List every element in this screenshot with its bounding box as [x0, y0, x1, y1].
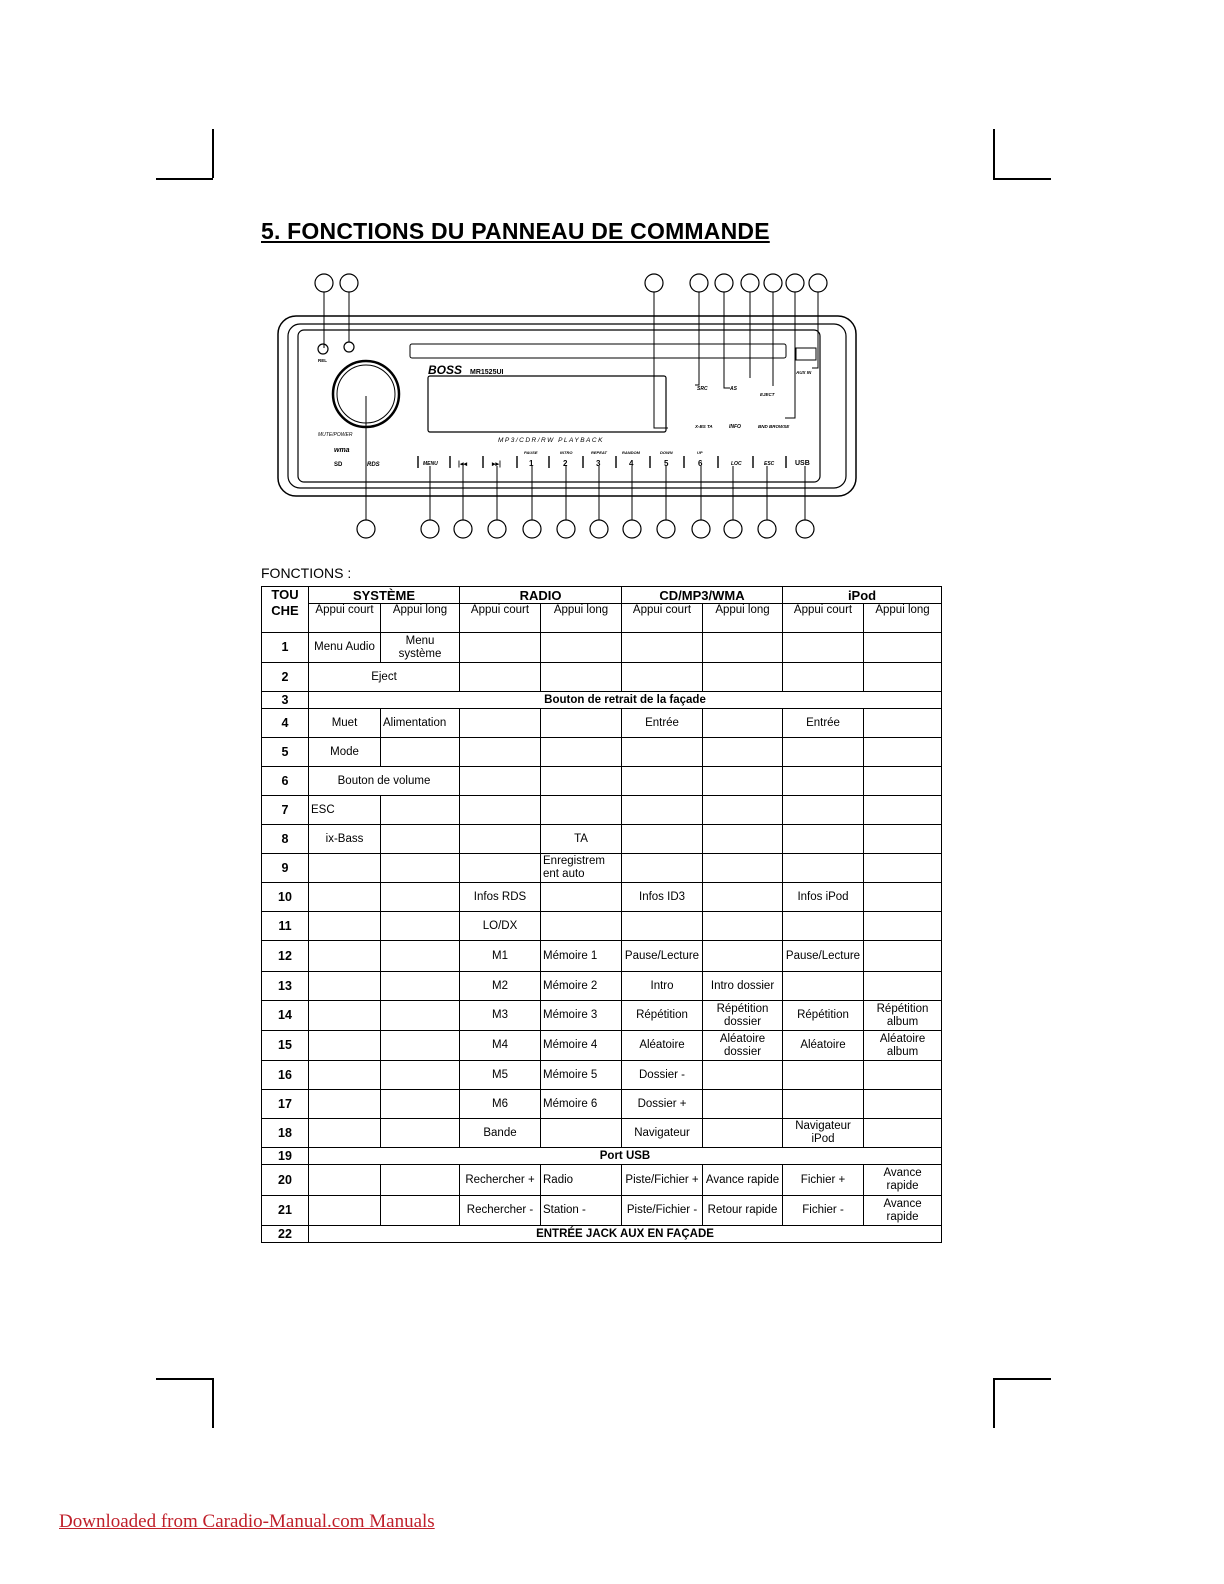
eject-label: EJECT	[760, 392, 775, 397]
table-cell: Aléatoire	[783, 1031, 864, 1061]
table-cell: Mémoire 2	[541, 972, 622, 1001]
table-row	[262, 854, 942, 883]
sub-header: Appui long	[381, 604, 460, 633]
table-cell	[622, 633, 703, 663]
sd-card-logo	[796, 348, 816, 360]
callout-circle	[590, 520, 608, 538]
table-cell: Répétition dossier	[703, 1001, 783, 1031]
table-cell	[381, 825, 460, 854]
preset-label-down: DOWN	[660, 450, 673, 455]
table-cell: Dossier +	[622, 1090, 703, 1119]
table-row	[262, 692, 942, 709]
table-cell	[703, 1119, 783, 1148]
table-cell: TA	[541, 825, 622, 854]
table-cell: Enregistrem ent auto	[541, 854, 622, 883]
table-row	[262, 825, 942, 854]
table-cell: Répétition album	[864, 1001, 942, 1031]
callout-circle	[786, 274, 804, 292]
table-cell: Navigateur	[622, 1119, 703, 1148]
callout-circle	[741, 274, 759, 292]
table-cell	[622, 738, 703, 767]
row-number: 16	[262, 1061, 309, 1090]
table-cell	[864, 912, 942, 941]
group-header: RADIO	[460, 587, 622, 604]
table-cell	[460, 738, 541, 767]
callout-circle	[340, 274, 358, 292]
table-cell	[460, 767, 541, 796]
table-cell: Fichier -	[783, 1196, 864, 1226]
row-number: 22	[262, 1226, 309, 1243]
bnd-browse-label: BND BROWSE	[758, 424, 790, 429]
rel-label: REL	[318, 358, 327, 363]
table-cell: Avance rapide	[864, 1165, 942, 1196]
row-number: 11	[262, 912, 309, 941]
sub-header: Appui court	[783, 604, 864, 633]
table-row	[262, 767, 942, 796]
callout-circle	[724, 520, 742, 538]
loc-label: LOC	[731, 461, 742, 467]
table-cell	[864, 767, 942, 796]
row-number: 19	[262, 1148, 309, 1165]
table-cell	[541, 767, 622, 796]
table-cell: Mémoire 6	[541, 1090, 622, 1119]
merged-cell: Eject	[309, 663, 460, 692]
row-number: 21	[262, 1196, 309, 1226]
table-cell	[309, 912, 381, 941]
table-cell: Muet	[309, 709, 381, 738]
table-cell: Radio	[541, 1165, 622, 1196]
preset-label-random: RANDOM	[622, 450, 640, 455]
callout-circle	[523, 520, 541, 538]
as-label: AS	[730, 386, 737, 392]
table-cell	[783, 825, 864, 854]
table-cell	[309, 1165, 381, 1196]
table-cell	[541, 1119, 622, 1148]
aux-in-label: AUX IN	[796, 370, 812, 375]
table-cell: Piste/Fichier +	[622, 1165, 703, 1196]
table-cell	[703, 941, 783, 972]
table-cell: Menu système	[381, 633, 460, 663]
rds-logo: RDS	[367, 462, 380, 468]
callout-circle	[557, 520, 575, 538]
table-cell	[381, 941, 460, 972]
group-header: SYSTÈME	[309, 587, 460, 604]
callout-circle	[764, 274, 782, 292]
table-cell	[309, 854, 381, 883]
table-cell	[622, 854, 703, 883]
table-cell: M1	[460, 941, 541, 972]
table-cell	[381, 1090, 460, 1119]
full-width-cell: Bouton de retrait de la façade	[309, 692, 942, 709]
crop-mark	[993, 1378, 995, 1428]
table-cell	[460, 709, 541, 738]
callout-circle	[690, 274, 708, 292]
preset-label-up: UP	[697, 450, 703, 455]
group-header: CD/MP3/WMA	[622, 587, 783, 604]
row-number: 1	[262, 633, 309, 663]
table-cell	[460, 663, 541, 692]
table-cell	[783, 633, 864, 663]
table-cell	[622, 825, 703, 854]
table-cell: Mode	[309, 738, 381, 767]
table-row	[262, 663, 942, 692]
table-cell	[381, 1001, 460, 1031]
row-number: 3	[262, 692, 309, 709]
table-cell	[783, 972, 864, 1001]
sub-header: Appui court	[460, 604, 541, 633]
table-cell: Rechercher +	[460, 1165, 541, 1196]
table-cell: Répétition	[622, 1001, 703, 1031]
table-row	[262, 1090, 942, 1119]
table-cell	[381, 972, 460, 1001]
table-cell: Intro	[622, 972, 703, 1001]
table-cell: Dossier -	[622, 1061, 703, 1090]
table-cell	[703, 796, 783, 825]
table-cell	[703, 738, 783, 767]
next-track-icon: ▸▸|	[492, 461, 501, 468]
callout-circle	[421, 520, 439, 538]
table-cell: Mémoire 1	[541, 941, 622, 972]
footer-download-link[interactable]: Downloaded from Caradio-Manual.com Manuals	[59, 1511, 435, 1532]
merged-cell: Bouton de volume	[309, 767, 460, 796]
table-cell	[864, 854, 942, 883]
table-cell	[541, 633, 622, 663]
table-cell	[864, 825, 942, 854]
control-panel-diagram	[270, 268, 870, 546]
crop-mark	[156, 178, 213, 180]
table-cell	[864, 972, 942, 1001]
table-header-row	[262, 587, 942, 604]
sd-logo: SD	[334, 462, 343, 468]
table-cell	[864, 738, 942, 767]
functions-table	[261, 586, 942, 1243]
table-cell	[703, 633, 783, 663]
table-cell: Entrée	[783, 709, 864, 738]
table-row	[262, 796, 942, 825]
table-cell: Station -	[541, 1196, 622, 1226]
row-number: 13	[262, 972, 309, 1001]
table-cell	[381, 1196, 460, 1226]
row-number: 5	[262, 738, 309, 767]
table-cell	[864, 709, 942, 738]
cd-slot	[410, 344, 786, 358]
sub-header: Appui court	[309, 604, 381, 633]
row-number: 10	[262, 883, 309, 912]
callout-circle	[692, 520, 710, 538]
table-cell	[622, 663, 703, 692]
table-cell: Intro dossier	[703, 972, 783, 1001]
table-row	[262, 738, 942, 767]
row-number: 14	[262, 1001, 309, 1031]
power-indicator	[344, 342, 354, 352]
table-cell	[864, 633, 942, 663]
table-cell	[864, 941, 942, 972]
preset-number-1: 1	[529, 459, 534, 468]
table-cell	[703, 825, 783, 854]
callout-circle	[454, 520, 472, 538]
table-cell	[622, 796, 703, 825]
crop-mark	[993, 178, 1051, 180]
sub-header: Appui long	[541, 604, 622, 633]
table-cell	[703, 912, 783, 941]
table-cell	[783, 1061, 864, 1090]
table-cell	[381, 1165, 460, 1196]
preset-number-3: 3	[596, 459, 601, 468]
model-label: MR1525UI	[470, 369, 504, 376]
table-row	[262, 941, 942, 972]
panel-face	[298, 330, 820, 482]
table-cell	[309, 941, 381, 972]
table-cell: Avance rapide	[703, 1165, 783, 1196]
table-row	[262, 912, 942, 941]
crop-mark	[993, 1378, 1051, 1380]
table-row	[262, 1196, 942, 1226]
callout-circle	[623, 520, 641, 538]
usb-label: USB	[795, 460, 810, 467]
table-cell	[703, 883, 783, 912]
table-cell: Pause/Lecture	[783, 941, 864, 972]
table-cell: Rechercher -	[460, 1196, 541, 1226]
table-cell	[864, 883, 942, 912]
callout-circle	[645, 274, 663, 292]
prev-track-icon: |◂◂	[458, 461, 467, 468]
table-cell	[783, 912, 864, 941]
callout-circle	[488, 520, 506, 538]
callout-circle	[357, 520, 375, 538]
table-row	[262, 883, 942, 912]
preset-number-4: 4	[629, 459, 634, 468]
table-row	[262, 709, 942, 738]
table-cell	[381, 1031, 460, 1061]
table-cell	[381, 738, 460, 767]
info-label: INFO	[729, 424, 741, 430]
table-cell	[541, 663, 622, 692]
table-cell	[460, 854, 541, 883]
table-row	[262, 1148, 942, 1165]
table-cell: Bande	[460, 1119, 541, 1148]
table-cell	[703, 854, 783, 883]
table-cell	[541, 738, 622, 767]
group-header: iPod	[783, 587, 942, 604]
rel-button	[318, 344, 328, 354]
table-row	[262, 1119, 942, 1148]
table-cell: ix-Bass	[309, 825, 381, 854]
table-cell	[783, 663, 864, 692]
table-cell	[541, 796, 622, 825]
table-cell	[864, 663, 942, 692]
preset-label-intro: INTRO	[560, 450, 573, 455]
mute-power-label: MUTE/POWER	[318, 432, 353, 438]
table-row	[262, 1031, 942, 1061]
wma-logo: wma	[334, 447, 350, 454]
table-cell	[622, 767, 703, 796]
table-cell: Piste/Fichier -	[622, 1196, 703, 1226]
full-width-cell: ENTRÉE JACK AUX EN FAÇADE	[309, 1226, 942, 1243]
table-cell: Aléatoire	[622, 1031, 703, 1061]
table-cell: Mémoire 5	[541, 1061, 622, 1090]
callout-circle	[657, 520, 675, 538]
table-cell: Alimentation	[381, 709, 460, 738]
table-cell	[309, 1119, 381, 1148]
table-cell	[381, 796, 460, 825]
row-number: 2	[262, 663, 309, 692]
crop-mark	[993, 129, 995, 178]
callout-circle	[315, 274, 333, 292]
table-cell	[541, 883, 622, 912]
row-number: 17	[262, 1090, 309, 1119]
table-row	[262, 1226, 942, 1243]
table-cell	[783, 738, 864, 767]
table-cell	[864, 1061, 942, 1090]
playback-label: MP3/CDR/RW PLAYBACK	[498, 437, 604, 444]
row-number: 7	[262, 796, 309, 825]
callout-circle	[809, 274, 827, 292]
table-cell: Infos iPod	[783, 883, 864, 912]
crop-mark	[212, 129, 214, 178]
table-cell	[703, 767, 783, 796]
table-cell	[783, 854, 864, 883]
table-cell	[783, 1090, 864, 1119]
table-cell	[309, 883, 381, 912]
table-cell	[703, 709, 783, 738]
preset-number-2: 2	[563, 459, 568, 468]
table-row	[262, 633, 942, 663]
preset-number-6: 6	[698, 459, 703, 468]
crop-mark	[212, 1378, 214, 1428]
table-cell: Navigateur iPod	[783, 1119, 864, 1148]
table-row	[262, 1061, 942, 1090]
table-cell	[783, 767, 864, 796]
table-cell	[783, 796, 864, 825]
table-cell: M6	[460, 1090, 541, 1119]
display-window	[428, 376, 666, 432]
table-row	[262, 1165, 942, 1196]
table-cell: ESC	[309, 796, 381, 825]
table-cell	[309, 1061, 381, 1090]
table-cell: Répétition	[783, 1001, 864, 1031]
table-cell	[864, 1090, 942, 1119]
callout-circle	[796, 520, 814, 538]
table-cell: Menu Audio	[309, 633, 381, 663]
table-cell	[309, 972, 381, 1001]
row-number: 12	[262, 941, 309, 972]
table-cell: LO/DX	[460, 912, 541, 941]
table-cell	[309, 1090, 381, 1119]
key-header: TOU CHE	[262, 587, 309, 633]
table-cell: Infos ID3	[622, 883, 703, 912]
full-width-cell: Port USB	[309, 1148, 942, 1165]
row-number: 15	[262, 1031, 309, 1061]
preset-number-5: 5	[664, 459, 669, 468]
esc-label: ESC	[764, 461, 775, 467]
table-cell	[703, 1061, 783, 1090]
table-cell: Infos RDS	[460, 883, 541, 912]
sub-header: Appui long	[703, 604, 783, 633]
table-cell: Mémoire 4	[541, 1031, 622, 1061]
crop-mark	[156, 1378, 213, 1380]
sub-header: Appui court	[622, 604, 703, 633]
preset-label-repeat: REPEAT	[591, 450, 607, 455]
table-cell: Avance rapide	[864, 1196, 942, 1226]
table-cell: M5	[460, 1061, 541, 1090]
table-cell: Pause/Lecture	[622, 941, 703, 972]
row-number: 6	[262, 767, 309, 796]
table-row	[262, 972, 942, 1001]
table-cell	[381, 854, 460, 883]
table-cell	[460, 825, 541, 854]
table-row	[262, 1001, 942, 1031]
preset-label-pause: PAUSE	[524, 450, 538, 455]
callout-circle	[758, 520, 776, 538]
table-cell	[864, 796, 942, 825]
table-cell: M2	[460, 972, 541, 1001]
table-cell	[381, 1119, 460, 1148]
table-cell	[309, 1031, 381, 1061]
table-cell: Mémoire 3	[541, 1001, 622, 1031]
row-number: 8	[262, 825, 309, 854]
table-cell	[381, 912, 460, 941]
table-subheader-row	[262, 604, 942, 633]
table-cell: Fichier +	[783, 1165, 864, 1196]
table-cell	[541, 912, 622, 941]
table-cell: Entrée	[622, 709, 703, 738]
table-cell	[309, 1196, 381, 1226]
sub-header: Appui long	[864, 604, 942, 633]
row-number: 18	[262, 1119, 309, 1148]
menu-label: MENU	[423, 461, 438, 467]
brand-logo: BOSS	[428, 363, 463, 377]
row-number: 9	[262, 854, 309, 883]
table-cell	[381, 883, 460, 912]
table-cell: M3	[460, 1001, 541, 1031]
table-cell	[309, 1001, 381, 1031]
table-cell	[381, 1061, 460, 1090]
table-cell	[460, 633, 541, 663]
table-cell	[622, 912, 703, 941]
table-cell	[460, 796, 541, 825]
table-cell: Aléatoire album	[864, 1031, 942, 1061]
callout-circle	[715, 274, 733, 292]
functions-label: FONCTIONS :	[261, 565, 352, 581]
panel-outer	[278, 316, 856, 496]
src-label: SRC	[697, 386, 708, 392]
table-cell	[703, 1090, 783, 1119]
table-cell: Aléatoire dossier	[703, 1031, 783, 1061]
table-cell	[864, 1119, 942, 1148]
table-cell	[541, 709, 622, 738]
table-cell: M4	[460, 1031, 541, 1061]
table-cell	[703, 663, 783, 692]
xbs-ta-label: X-BS TA	[695, 424, 713, 429]
row-number: 4	[262, 709, 309, 738]
page-title: 5. FONCTIONS DU PANNEAU DE COMMANDE	[261, 218, 770, 244]
table-cell: Retour rapide	[703, 1196, 783, 1226]
row-number: 20	[262, 1165, 309, 1196]
